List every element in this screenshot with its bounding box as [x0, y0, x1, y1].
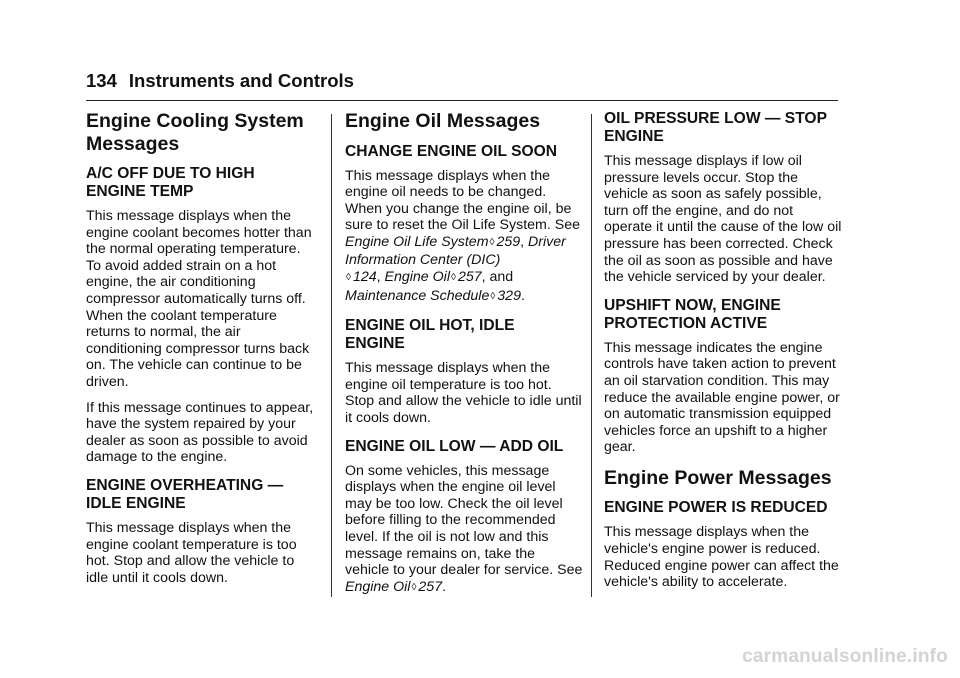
watermark: carmanualsonline.info	[742, 646, 948, 667]
message-oil-low	[345, 438, 583, 598]
column-divider	[591, 114, 592, 597]
message-ac-off	[86, 165, 318, 466]
cross-reference-link[interactable]: Driver Information Center (DIC)	[345, 233, 566, 269]
heading-line: ENGINE TEMP	[86, 183, 194, 200]
body-text: This message displays when the engine oil needs to be changed. When you change the engine oil, be sure to reset the Oil Life System. See	[345, 167, 580, 234]
page-reference-icon: ◊	[450, 272, 456, 284]
cross-reference-link[interactable]: Engine Oil	[345, 578, 411, 595]
message-oil-hot	[345, 317, 583, 426]
cross-reference-link[interactable]: Engine Oil Life System	[345, 233, 489, 250]
message-body: This message displays when the engine oil needs to be changed. When you change the engine oil, be sure to reset the Oil Life System. See Engine Oil Life System◊ 259, Driver Information Center (DIC) ◊ 124, Engine Oil◊ 257, and Maintenance Schedule◊ 329.	[345, 167, 580, 304]
cross-reference-link[interactable]: Maintenance Schedule	[345, 287, 490, 304]
message-body: This message displays when the engine coolant becomes hotter than the normal operating temperature. To avoid added strain on a hot engine, the air conditioning compressor automatically turns off. When the coolant temperature returns to normal, the air conditioning compressor turns back on. The vehicle can continue to be driven.	[86, 208, 312, 390]
section-title-engine-oil: Engine Oil Messages	[345, 110, 541, 132]
message-power-reduced	[604, 499, 842, 590]
message-heading	[345, 317, 583, 353]
heading-line: OIL PRESSURE LOW — STOP	[604, 110, 827, 127]
message-body: If this message continues to appear, have the system repaired by your dealer as soon as possible to avoid damage to the engine.	[86, 399, 314, 466]
body-text: On some vehicles, this message displays when the engine oil level may be too low. Check the oil level before filling to the recommended level. If the oil is not low and this message remains on, take the vehicle to your dealer for service. See	[345, 462, 583, 579]
heading-line: UPSHIFT NOW, ENGINE	[604, 296, 781, 314]
page-ref: 257	[418, 578, 443, 595]
page-reference-icon: ◊	[346, 272, 351, 284]
column-3	[604, 110, 842, 602]
message-heading: ENGINE OIL LOW — ADD OIL	[345, 437, 564, 455]
heading-line: ENGINE OIL HOT, IDLE	[345, 317, 515, 335]
message-body: This message displays when the engine oil temperature is too hot. Stop and allow the vehicle to idle until it cools down.	[345, 360, 582, 427]
message-body: On some vehicles, this message displays when the engine oil level may be too low. Check the oil level before filling to the recommended level. If the oil is not low and this message remains on, take the vehicle to your dealer for service. See Engine Oil◊ 257.	[345, 462, 583, 595]
heading-line: ENGINE OVERHEATING —	[86, 476, 284, 494]
message-change-oil	[345, 143, 583, 307]
column-1	[86, 110, 318, 597]
message-upshift-now	[604, 297, 842, 456]
message-heading	[86, 477, 318, 513]
section-title-cooling	[86, 110, 318, 155]
section-title-engine-power: Engine Power Messages	[604, 466, 832, 489]
message-heading	[86, 165, 318, 201]
message-body: This message displays if low oil pressure levels occur. Stop the vehicle as soon as safely possible, turn off the engine, and do not operate it until the cause of the low oil pressure has been corrected. Check the oil as soon as possible and have the vehicle serviced by your dealer.	[604, 153, 842, 286]
message-body: This message displays when the vehicle's engine power is reduced. Reduced engine power can affect the vehicle's ability to accelerate.	[604, 524, 839, 591]
page-number: 134	[86, 70, 117, 91]
page-reference-icon: ◊	[490, 290, 496, 302]
section-title-line: Engine Cooling System	[86, 110, 304, 132]
message-engine-overheating	[86, 477, 318, 586]
page-ref: 257	[457, 269, 482, 286]
heading-line: ENGINE	[345, 335, 405, 353]
heading-line: A/C OFF DUE TO HIGH	[86, 165, 255, 182]
message-heading: CHANGE ENGINE OIL SOON	[345, 142, 557, 160]
message-body: This message indicates the engine controls have taken action to prevent an oil starvation condition. This may reduce the available engine power, or on automatic transmission equipped vehicles force an upshift to a higher gear.	[604, 339, 840, 456]
page-reference-icon: ◊	[489, 236, 495, 248]
message-heading	[604, 110, 842, 146]
section-title-line: Messages	[86, 132, 180, 155]
heading-line: IDLE ENGINE	[86, 494, 186, 512]
message-heading	[604, 297, 842, 333]
column-2	[345, 110, 583, 608]
page-header	[86, 70, 838, 101]
message-heading: ENGINE POWER IS REDUCED	[604, 499, 828, 517]
message-oil-pressure-low	[604, 110, 842, 286]
heading-line: PROTECTION ACTIVE	[604, 314, 768, 332]
column-divider	[331, 114, 332, 597]
page-ref: 329	[497, 287, 521, 304]
page-ref: 259	[496, 233, 521, 250]
message-body: This message displays when the engine coolant temperature is too hot. Stop and allow the vehicle to idle until it cools down.	[86, 519, 297, 586]
heading-line: ENGINE	[604, 128, 664, 145]
page-ref: 124	[352, 269, 377, 286]
cross-reference-link[interactable]: Engine Oil	[384, 269, 450, 286]
body-text: , and	[481, 269, 514, 286]
page-reference-icon: ◊	[411, 581, 417, 593]
page-title: Instruments and Controls	[128, 70, 354, 91]
